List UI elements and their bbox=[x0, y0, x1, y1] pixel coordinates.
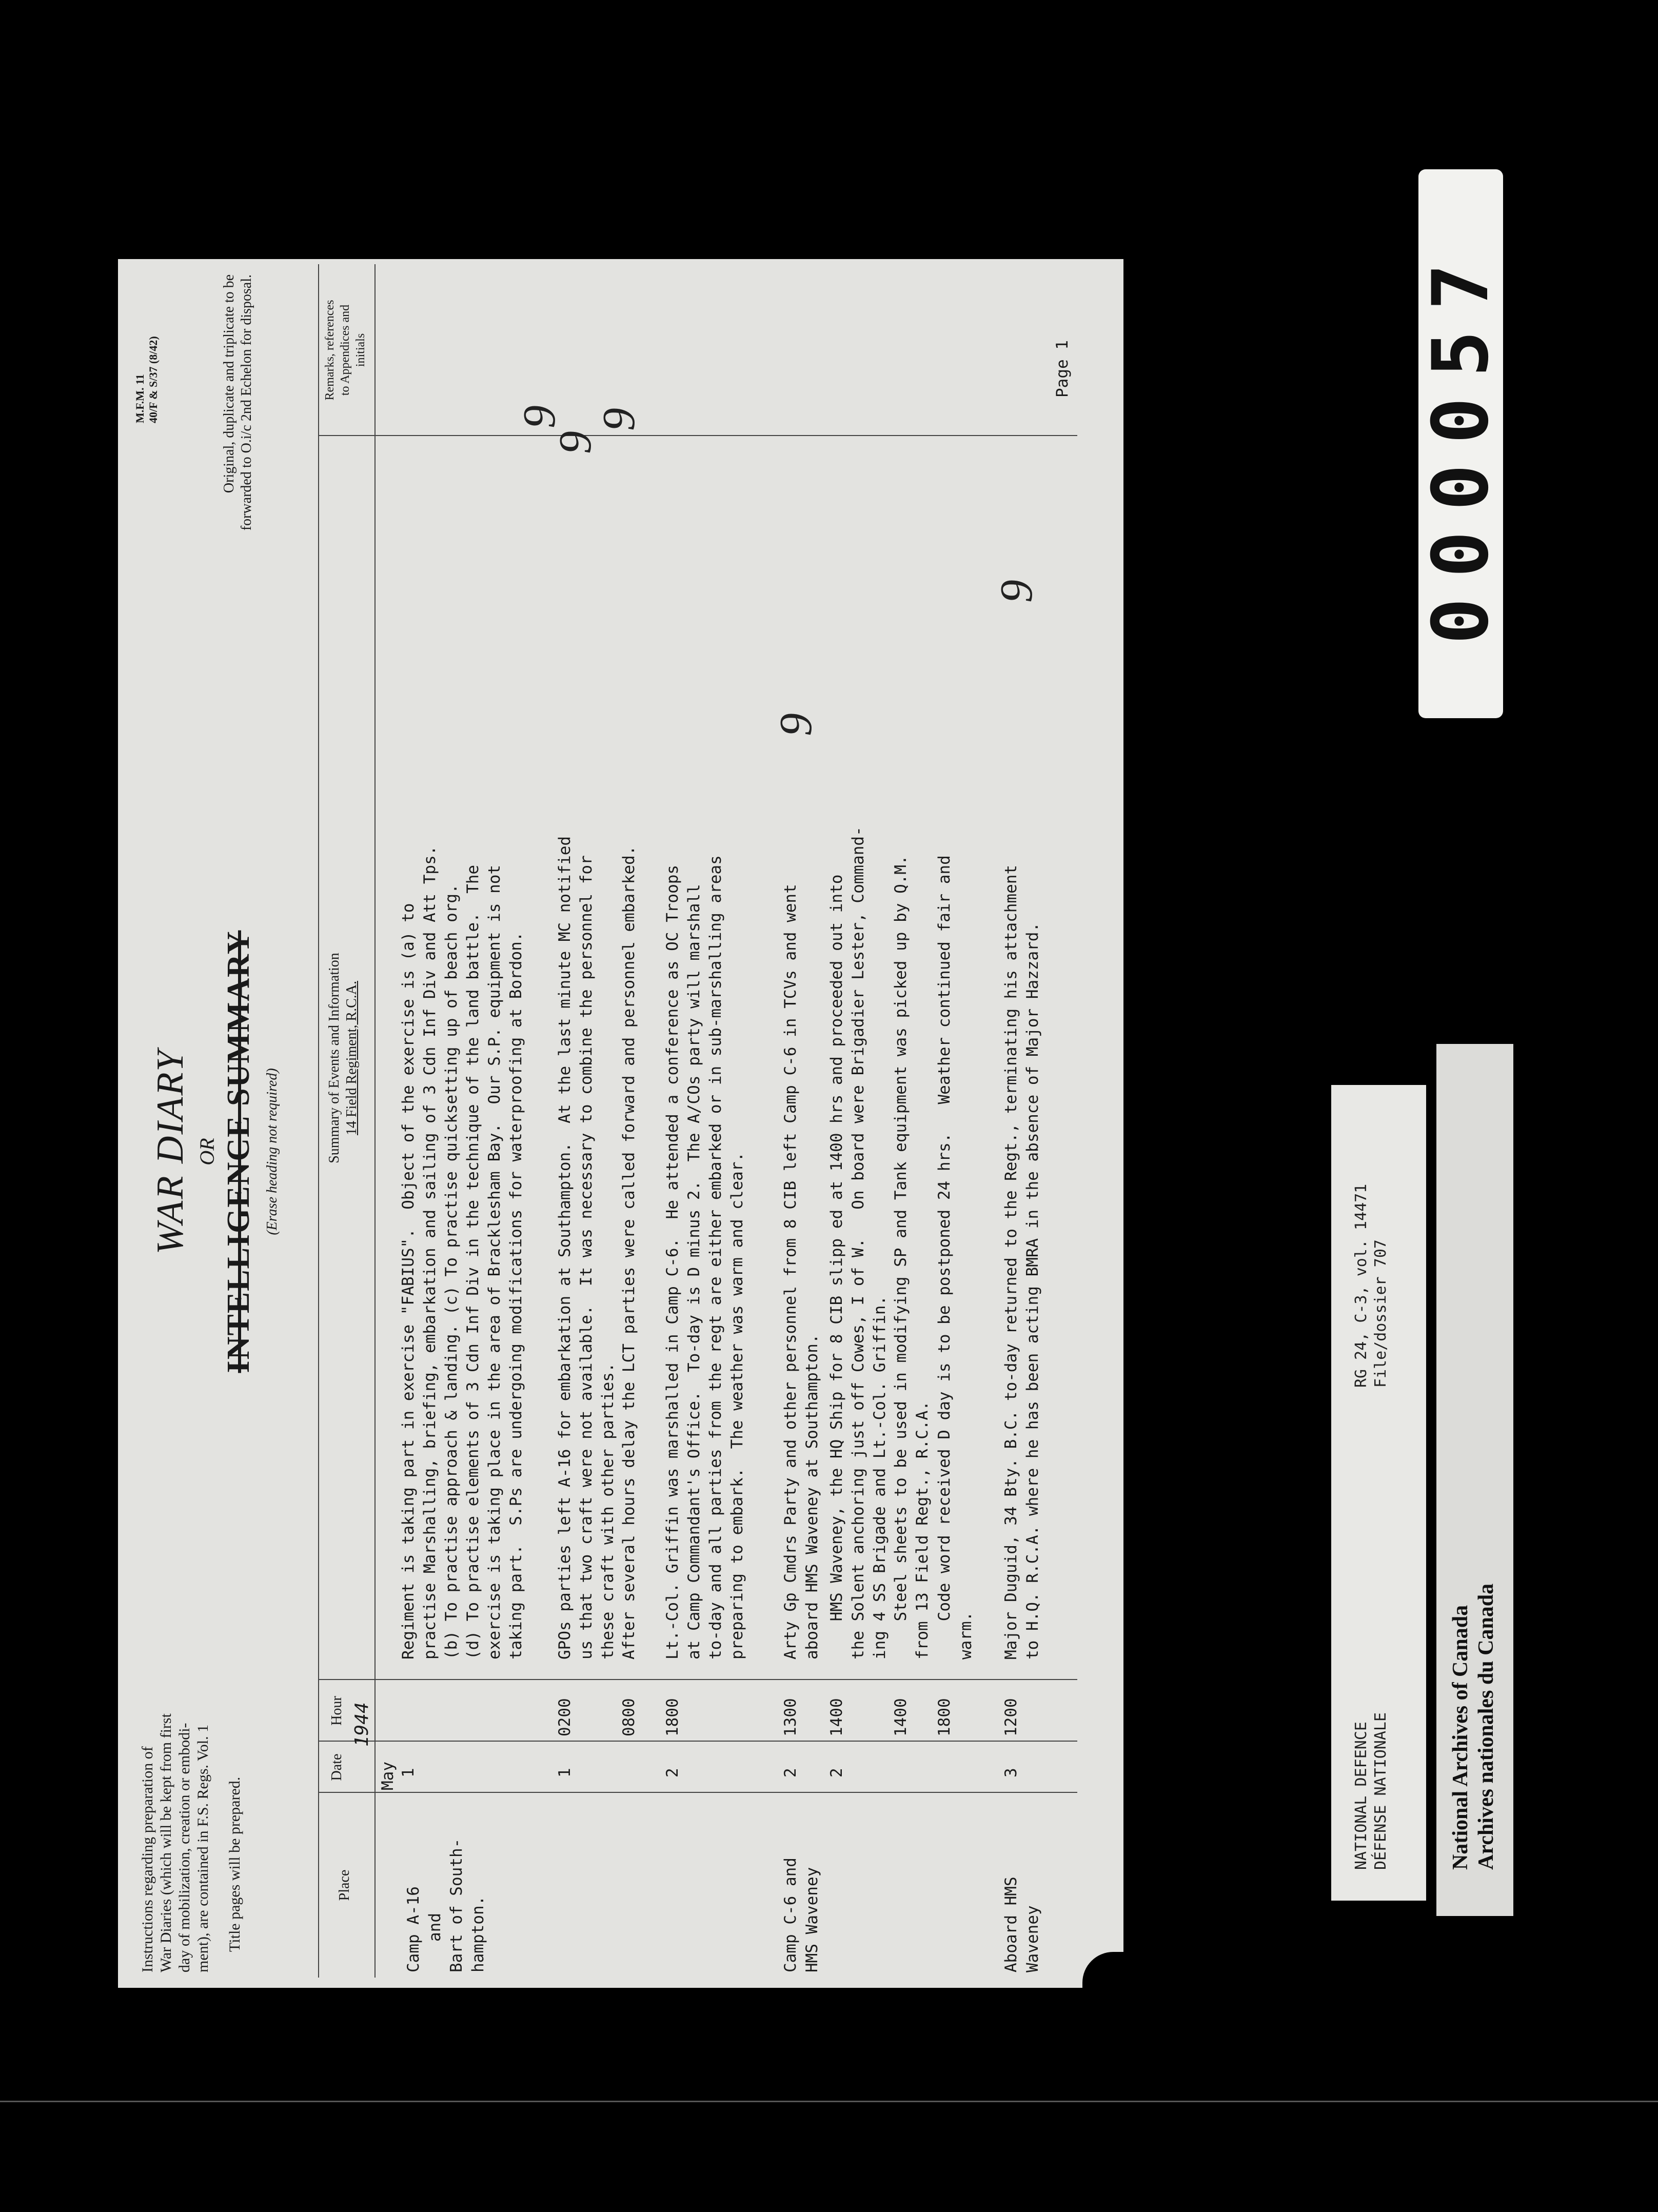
entry-text-line: Arty Gp Cmdrs Party and other personnel from 8 CIB left Camp C-6 in TCVs and went bbox=[781, 884, 800, 1660]
initial-mark: 9 bbox=[550, 431, 601, 454]
entry-text bbox=[780, 884, 823, 1660]
entry-text bbox=[398, 846, 527, 1660]
col-header-summary bbox=[326, 436, 361, 1680]
entry-text-line: us that two craft were not available. It was necessary to combine the personnel for bbox=[577, 855, 596, 1660]
archive-number-stamp bbox=[1416, 169, 1506, 718]
entry-date: 3 bbox=[1002, 1768, 1020, 1778]
instructions-line: day of mobilization, creation or embodi- bbox=[176, 1723, 193, 1972]
torn-corner bbox=[1082, 1952, 1123, 1988]
entry-text-line: Code word received D day is to be postponed 24 hrs. Weather continued fair and bbox=[935, 855, 954, 1660]
entry-text bbox=[554, 836, 619, 1660]
title-or: OR bbox=[195, 1138, 219, 1166]
struck-heading: INTELLIGENCE SUMMARY bbox=[221, 930, 256, 1373]
entry-text-line: practise Marshalling, briefing, embarkation and sailing of 3 Cdn Inf Div and Att Tps. bbox=[421, 845, 439, 1660]
entry-hour: 1300 bbox=[781, 1698, 800, 1736]
entry-text bbox=[934, 855, 977, 1660]
entry-text-line: Steel sheets to be used in modifying SP and Tank equipment was picked up by Q.M. bbox=[892, 855, 910, 1660]
initial-mark: 9 bbox=[594, 408, 644, 431]
unit-name: 14 Field Regiment, R.C.A. bbox=[344, 981, 360, 1135]
stamp-number: 000057 bbox=[1416, 243, 1506, 644]
entry-hour: 1200 bbox=[1002, 1698, 1020, 1736]
entry-text-line: to-day and all parties from the regt are either embarked or in sub-marshalling areas bbox=[706, 855, 725, 1660]
entry-text-line: Lt.-Col. Griffin was marshalled in Camp C-6. He attended a conference as OC Troops bbox=[663, 864, 682, 1660]
defence-label-line: NATIONAL DEFENCE bbox=[1352, 1722, 1370, 1870]
entry-text bbox=[826, 826, 891, 1660]
col-header-date: Date bbox=[329, 1753, 345, 1781]
archives-label-line: Archives nationales du Canada bbox=[1474, 1583, 1498, 1870]
place-line: Camp C-6 and bbox=[781, 1858, 800, 1972]
entry-text-line: Major Duguid, 34 Bty. B.C. to-day returned to the Regt., terminating his attachment bbox=[1002, 864, 1020, 1660]
entry-text bbox=[662, 855, 748, 1660]
entry-text-line: (b) To practise approach & landing. (c) To practise quicksetting up of beach org. bbox=[442, 884, 461, 1660]
entry-text-line: exercise is taking place in the area of Bracklesham Bay. Our S.P. equipment is not bbox=[485, 864, 504, 1660]
entry-date: 1 bbox=[556, 1768, 574, 1778]
initial-mark: 9 bbox=[991, 580, 1042, 603]
place-line: and bbox=[426, 1913, 444, 1942]
defence-label bbox=[1352, 1712, 1391, 1870]
col-divider bbox=[318, 435, 1077, 436]
place-line: Camp A-16 bbox=[404, 1886, 423, 1972]
entry-date: 2 bbox=[781, 1768, 800, 1778]
entry-hour: 0800 bbox=[620, 1698, 638, 1736]
col-header-hour: Hour bbox=[329, 1696, 345, 1726]
table-header-rule bbox=[374, 264, 376, 1978]
archives-label-line: National Archives of Canada bbox=[1449, 1605, 1472, 1870]
distribution-line: Original, duplicate and triplicate to be bbox=[221, 274, 237, 493]
initial-mark: 9 bbox=[514, 405, 565, 428]
col-header-summary-line: Summary of Events and Information bbox=[326, 953, 342, 1163]
entry-text: After several hours delay the LCT parties were called forward and personnel embarked. bbox=[620, 845, 638, 1660]
entry-text-line: ing 4 SS Brigade and Lt.-Col. Griffin. bbox=[871, 1295, 889, 1660]
instructions-line: ment), are contained in F.S. Regs. Vol. 1 bbox=[194, 1724, 211, 1972]
title-pages-note: Title pages will be prepared. bbox=[226, 1776, 243, 1952]
entry-place bbox=[1000, 1877, 1043, 1972]
place-line: Aboard HMS bbox=[1002, 1877, 1020, 1972]
entry-text bbox=[1000, 865, 1043, 1660]
col-divider bbox=[318, 1792, 1077, 1793]
entry-hour: 1400 bbox=[892, 1698, 910, 1736]
entry-text bbox=[890, 855, 933, 1660]
col-header-remarks-line: to Appendices and bbox=[339, 304, 352, 396]
entry-text-line: from 13 Field Regt., R.C.A. bbox=[913, 1401, 932, 1660]
entry-text-line: to H.Q. R.C.A. where he has been acting BMRA in the absence of Major Hazzard. bbox=[1023, 922, 1042, 1660]
entry-text-line: these craft with other parties. bbox=[599, 1362, 617, 1660]
distribution-note bbox=[221, 274, 255, 664]
col-divider bbox=[318, 1679, 1077, 1680]
entry-text-line: preparing to embark. The weather was warm and clear. bbox=[728, 1152, 746, 1660]
war-diary-page bbox=[118, 259, 1123, 1988]
entry-text-line: GPOs parties left A-16 for embarkation at Southampton. At the last minute MC notified bbox=[556, 836, 574, 1660]
distribution-line: forwarded to O.i/c 2nd Echelon for disposal. bbox=[239, 274, 254, 531]
entry-text-line: the Solent anchoring just off Cowes, I of W. On board were Brigadier Lester, Command- bbox=[849, 826, 867, 1660]
entry-text-line: (d) To practise elements of 3 Cdn Inf Div in the technique of the land battle. The bbox=[464, 864, 482, 1660]
place-line: HMS Waveney bbox=[803, 1867, 821, 1972]
entry-place bbox=[403, 1839, 489, 1972]
form-code-line1: M.F.M. 11 bbox=[133, 374, 146, 423]
erase-note: (Erase heading not required) bbox=[264, 1068, 280, 1235]
entry-hour: 0200 bbox=[556, 1698, 574, 1736]
entry-hour: 1800 bbox=[663, 1698, 682, 1736]
instructions bbox=[139, 1583, 244, 1972]
entry-text-line: aboard HMS Waveney at Southampton. bbox=[803, 1334, 821, 1660]
month: May bbox=[379, 1762, 397, 1790]
entry-hour: 1800 bbox=[935, 1698, 954, 1736]
entry-text-line: warm. bbox=[957, 1611, 975, 1660]
reference-label-line: RG 24, C-3, vol. 14471 bbox=[1352, 1183, 1370, 1388]
place-line: Waveney bbox=[1023, 1905, 1042, 1972]
archive-label-reference bbox=[1331, 1085, 1426, 1901]
reference-label-line: File/dossier 707 bbox=[1372, 1239, 1390, 1388]
instructions-line: War Diaries (which will be kept from first bbox=[157, 1713, 174, 1972]
table-top-rule bbox=[318, 264, 319, 1978]
form-code-line2: 40/F & S/37 (8/42) bbox=[147, 336, 160, 423]
reference-label bbox=[1352, 1184, 1391, 1388]
page-number: Page 1 bbox=[1053, 340, 1072, 398]
defence-label-line: DÉFENSE NATIONALE bbox=[1372, 1712, 1390, 1870]
entry-date: 2 bbox=[663, 1768, 682, 1778]
archives-label bbox=[1448, 1584, 1499, 1870]
col-header-place: Place bbox=[337, 1869, 352, 1901]
scan-edge-line bbox=[0, 2101, 1658, 2102]
form-code bbox=[133, 336, 160, 423]
col-header-remarks-line: Remarks, references bbox=[323, 300, 337, 401]
year-handwritten: 1944 bbox=[351, 1702, 372, 1747]
entry-text-line: at Camp Commandant's Office. To-day is D minus 2. The A/COs party will marshall bbox=[685, 884, 703, 1660]
archive-label-archives bbox=[1436, 1044, 1513, 1916]
initial-mark: 9 bbox=[771, 713, 821, 736]
place-line: Bart of South- bbox=[447, 1838, 466, 1972]
entry-place bbox=[780, 1858, 823, 1972]
col-header-remarks-line: initials bbox=[354, 333, 367, 367]
entry-text-line: HMS Waveney, the HQ Ship for 8 CIB slipp ed at 1400 hrs and proceeded out into bbox=[827, 874, 846, 1660]
instructions-line: Instructions regarding preparation of bbox=[139, 1746, 156, 1972]
entry-text-line: taking part. S.Ps are undergoing modifications for waterproofing at Bordon. bbox=[507, 932, 525, 1660]
entry-hour: 1400 bbox=[827, 1698, 846, 1736]
entry-date: 2 bbox=[827, 1768, 846, 1778]
page-title: WAR DIARY bbox=[149, 1049, 191, 1255]
entry-text-line: Regiment is taking part in exercise "FABIUS". Object of the exercise is (a) to bbox=[399, 903, 418, 1660]
col-divider bbox=[318, 1741, 1077, 1742]
entry-date: 1 bbox=[399, 1768, 418, 1778]
col-header-remarks bbox=[322, 264, 368, 436]
place-line: hampton. bbox=[469, 1895, 487, 1972]
